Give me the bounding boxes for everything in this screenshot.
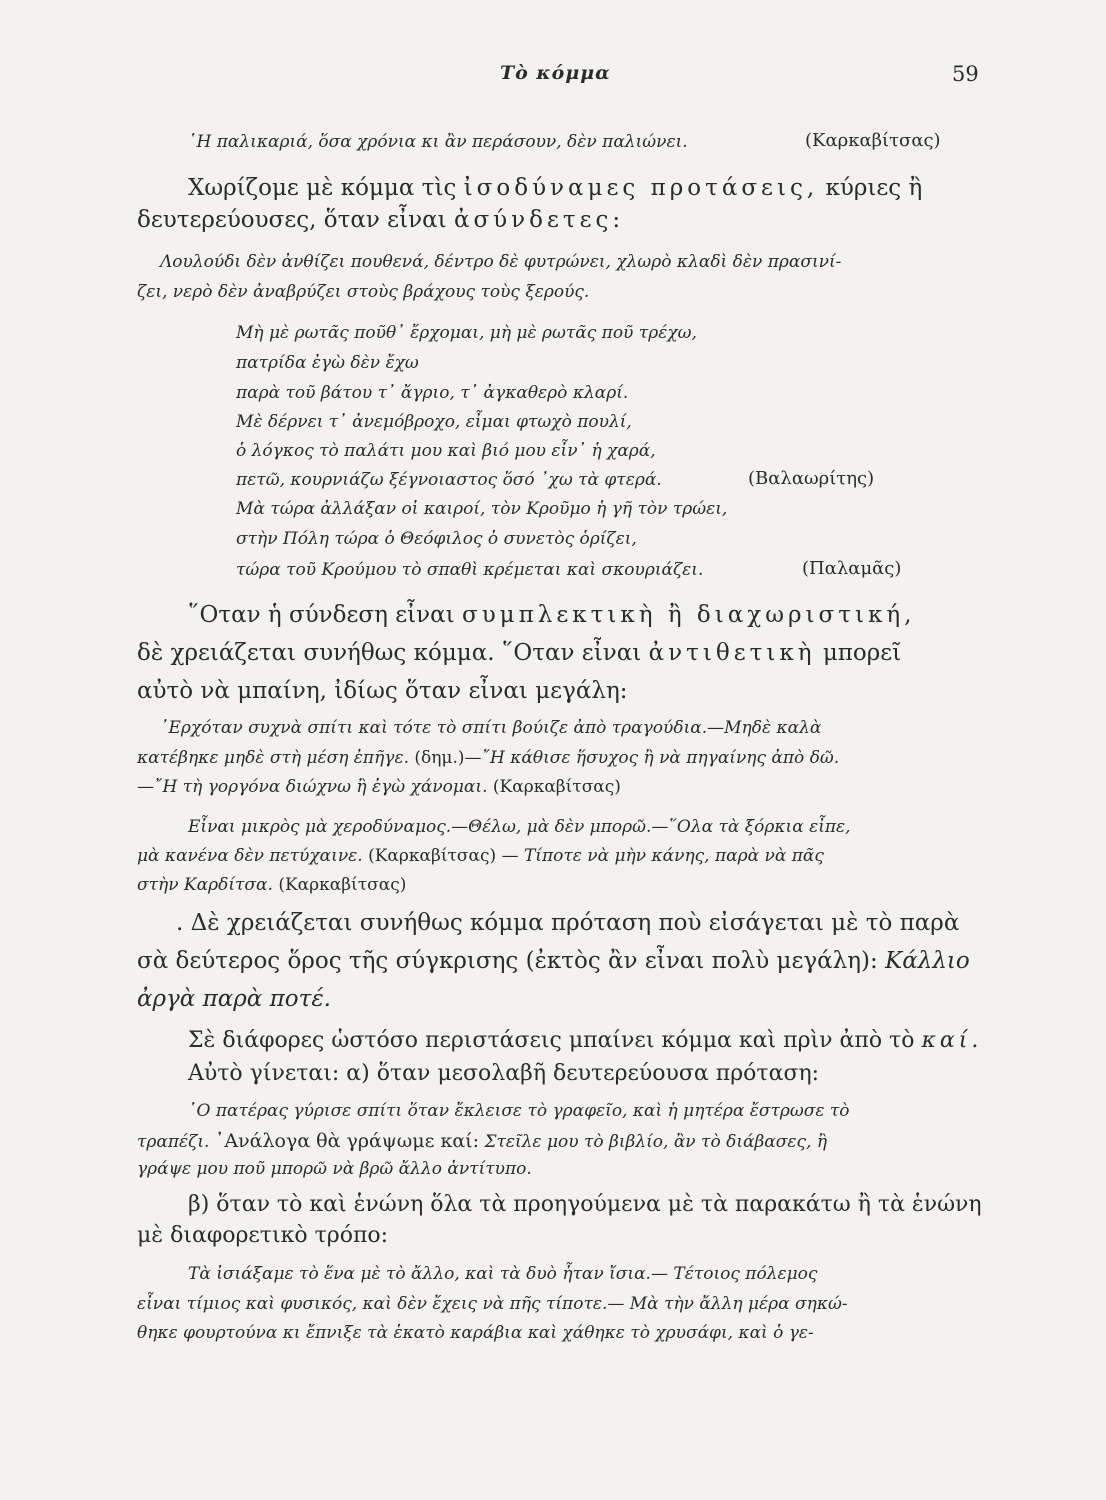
spaced-term: ἰσοδύναμες προτάσεις, — [463, 175, 819, 201]
text-run: κύριες ἢ — [825, 175, 923, 201]
poem-line: Μὰ τώρα ἀλλάξαν οἱ καιροί, τὸν Κροῦμο ἡ γῆ τὸν τρώει, — [236, 499, 728, 519]
paragraph-line: . Δὲ χρειάζεται συνήθως κόμμα πρόταση ποὺ εἰσάγεται μὲ τὸ παρὰ — [176, 910, 960, 936]
example-line — [137, 1130, 827, 1152]
text-run: κατέβηκε μηδὲ στὴ μέση ἐπῆγε. — [137, 748, 409, 768]
text-run: ῞Οταν ἡ σύνδεση εἶναι — [188, 602, 455, 628]
paragraph-line — [137, 948, 970, 974]
example-line: Εἶναι μικρὸς μὰ χεροδύναμος.—Θέλω, μὰ δὲν μπορῶ.—῞Ολα τὰ ξόρκια εἶπε, — [188, 817, 851, 837]
text-run: στὴν Καρδίτσα. — [137, 875, 273, 895]
example-line: ᾽Ερχόταν συχνὰ σπίτι καὶ τότε τὸ σπίτι βούιζε ἀπὸ τραγούδια.—Μηδὲ καλὰ — [160, 718, 822, 738]
paragraph-line — [188, 1028, 982, 1053]
text-run: σὰ δεύτερος ὅρος τῆς σύγκρισης (ἐκτὸς ἂν εἶναι πολὺ μεγάλη): — [137, 948, 878, 974]
poem-line: Μὴ μὲ ρωτᾶς ποῦθ᾽ ἔρχομαι, μὴ μὲ ρωτᾶς ποῦ τρέχω, — [236, 323, 697, 343]
page-number: 59 — [952, 62, 979, 86]
poem-line: παρὰ τοῦ βάτου τ᾽ ἄγριο, τ᾽ ἀγκαθερὸ κλαρί. — [236, 383, 629, 403]
text-run: Χωρίζομε μὲ κόμμα τὶς — [188, 175, 457, 201]
text-run: —῎Η τὴ γοργόνα διώχνω ἢ ἐγὼ χάνομαι. — [137, 777, 488, 797]
example-inline: Κάλλιο — [885, 948, 970, 974]
example-line: ζει, νερὸ δὲν ἀναβρύζει στοὺς βράχους τοὺς ξερούς. — [137, 282, 590, 302]
example-line — [137, 748, 839, 768]
text-run: —῎Η κάθισε ἥσυχος ἢ νὰ πηγαίνης ἀπὸ δῶ. — [464, 748, 840, 768]
paragraph-line — [137, 640, 901, 666]
paragraph-line — [137, 207, 624, 233]
example-line: ῾Ο πατέρας γύρισε σπίτι ὅταν ἔκλεισε τὸ γραφεῖο, καὶ ἡ μητέρα ἔστρωσε τὸ — [188, 1101, 850, 1121]
example-line: εἶναι τίμιος καὶ φυσικός, καὶ δὲν ἔχεις νὰ πῆς τίποτε.— Μὰ τὴν ἄλλη μέρα σηκώ- — [137, 1294, 848, 1314]
paragraph-line — [188, 602, 915, 628]
citation: (Βαλαωρίτης) — [748, 468, 875, 489]
citation: (δημ.) — [414, 748, 465, 768]
poem-line: στὴν Πόλη τώρα ὁ Θεόφιλος ὁ συνετὸς ὁρίζει, — [236, 529, 637, 549]
running-header-title: Τὸ κόμμα — [500, 62, 611, 84]
paragraph-line: Αὐτὸ γίνεται: α) ὅταν μεσολαβῆ δευτερεύουσα πρόταση: — [188, 1061, 820, 1086]
paragraph-line: μὲ διαφορετικὸ τρόπο: — [137, 1223, 389, 1248]
poem-line: πατρίδα ἐγὼ δὲν ἔχω — [236, 353, 419, 373]
poem-line: πετῶ, κουρνιάζω ξέγνοιαστος ὅσό ᾽χω τὰ φτερά. — [236, 470, 662, 490]
text-run: Στεῖλε μου τὸ βιβλίο, ἂν τὸ διάβασες, ἢ — [484, 1132, 828, 1152]
example-line — [137, 777, 621, 797]
paragraph-line — [188, 175, 922, 201]
text-run: — Τίποτε νὰ μὴν κάνης, παρὰ νὰ πᾶς — [501, 846, 824, 866]
text-run: δευτερεύουσες, ὅταν εἶναι — [137, 207, 447, 233]
paragraph-line: ἀργὰ παρὰ ποτέ. — [137, 986, 331, 1012]
example-line: θηκε φουρτούνα κι ἔπνιξε τὰ ἑκατὸ καράβια καὶ χάθηκε τὸ χρυσάφι, καὶ ὁ γε- — [137, 1323, 814, 1343]
citation: (Καρκαβίτσας) — [278, 875, 407, 895]
poem-line: τώρα τοῦ Κρούμου τὸ σπαθὶ κρέμεται καὶ σκουριάζει. — [236, 560, 704, 580]
example-line — [137, 875, 406, 895]
example-line: Λουλούδι δὲν ἀνθίζει πουθενά, δέντρο δὲ φυτρώνει, χλωρὸ κλαδὶ δὲν πρασινί- — [160, 252, 842, 272]
poem-line: ὁ λόγκος τὸ παλάτι μου καὶ βιό μου εἶν᾽ ἡ χαρά, — [236, 441, 656, 461]
text-run: μὰ κανένα δὲν πετύχαινε. — [137, 846, 363, 866]
example-line — [137, 846, 824, 866]
example-line: Τὰ ἰσιάξαμε τὸ ἕνα μὲ τὸ ἄλλο, καὶ τὰ δυὸ ἦταν ἴσια.— Τέτοιος πόλεμος — [188, 1264, 818, 1284]
example-line: γράψε μου ποῦ μπορῶ νὰ βρῶ ἄλλο ἀντίτυπο. — [137, 1159, 532, 1179]
text-run: δὲ χρειάζεται συνήθως κόμμα. ῞Οταν εἶναι — [137, 640, 642, 666]
example-line: ῾Η παλικαριά, ὅσα χρόνια κι ἂν περάσουν, δὲν παλιώνει. — [188, 132, 688, 152]
paragraph-line: αὐτὸ νὰ μπαίνη, ἰδίως ὅταν εἶναι μεγάλη: — [137, 678, 628, 704]
spaced-term: συμπλεκτικὴ ἢ διαχωριστική, — [462, 602, 916, 628]
paragraph-line: β) ὅταν τὸ καὶ ἑνώνη ὅλα τὰ προηγούμενα μὲ τὰ παρακάτω ἢ τὰ ἑνώνη — [188, 1192, 982, 1217]
text-run: Σὲ διάφορες ὡστόσο περιστάσεις μπαίνει κόμμα καὶ πρὶν ἀπὸ τὸ — [188, 1028, 915, 1053]
text-run: μπορεῖ — [822, 640, 902, 666]
citation: (Καρκαβίτσας) — [805, 130, 941, 151]
poem-line: Μὲ δέρνει τ᾽ ἀνεμόβροχο, εἶμαι φτωχὸ πουλί, — [236, 412, 632, 432]
citation: (Καρκαβίτσας) — [492, 777, 621, 797]
spaced-term: ἀσύνδετες: — [453, 207, 625, 233]
text-run: ᾽Ανάλογα θὰ γράψωμε καί: — [214, 1130, 480, 1152]
spaced-term: ἀντιθετικὴ — [648, 640, 816, 666]
spaced-term: καί. — [921, 1028, 983, 1053]
citation: (Παλαμᾶς) — [802, 558, 902, 579]
citation: (Καρκαβίτσας) — [368, 846, 497, 866]
text-run: τραπέζι. — [137, 1132, 210, 1152]
